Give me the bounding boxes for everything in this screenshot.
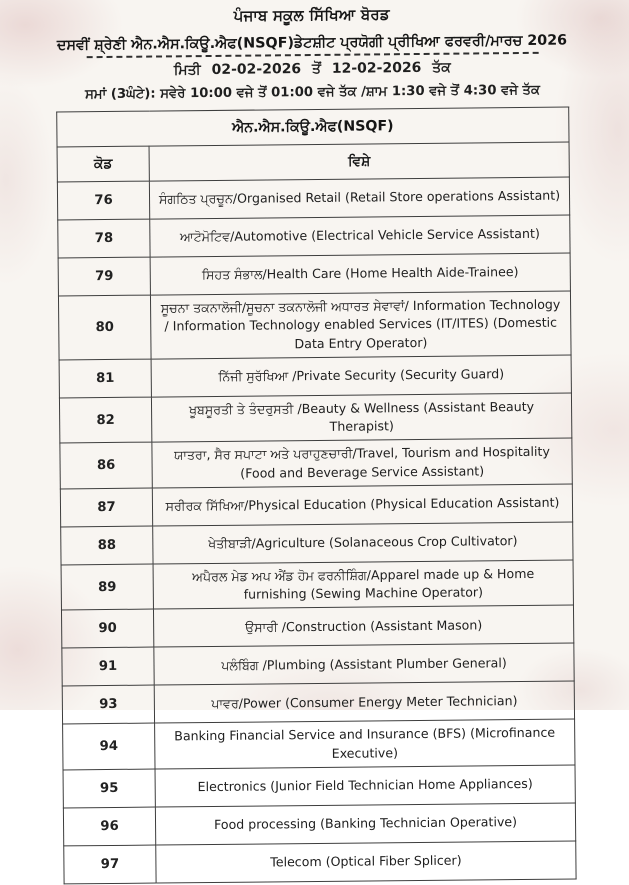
row-subject: ਯਾਤਰਾ, ਸੈਰ ਸਪਾਟਾ ਅਤੇ ਪਰਾਹੁਣਚਾਰੀ/Travel, Tourism and Hospitality (Food and Beverage Service Assistant) (152, 438, 572, 488)
row-subject: Banking Financial Service and Insurance (BFS) (Microfinance Executive) (155, 719, 575, 769)
table-title-row (57, 107, 569, 147)
row-code: 86 (60, 442, 152, 488)
row-subject: ਪਲੰਬਿੰਗ /Plumbing (Assistant Plumber General) (154, 643, 574, 685)
table-title: ਐਨ.ਐਸ.ਕਿਊ.ਐਫ(NSQF) (57, 107, 569, 147)
column-header-subject: ਵਿਸ਼ੇ (149, 142, 569, 181)
row-subject: ਨਿੱਜੀ ਸੁਰੱਖਿਆ /Private Security (Security Guard) (151, 355, 571, 397)
table-row (62, 681, 574, 724)
row-subject: ਸੂਚਨਾ ਤਕਨਾਲੋਜੀ/ਸੂਚਨਾ ਤਕਨਾਲੋਜੀ ਅਧਾਰਤ ਸੇਵਾਵਾਂ/ Information Technology / Information Technology enabled Services (IT/ITES) (Domestic Data Entry Operator) (150, 291, 571, 359)
row-subject: ਆਟੋਮੋਟਿਵ/Automotive (Electrical Vehicle Service Assistant) (150, 215, 570, 257)
row-subject: ਸੰਗਠਿਤ ਪ੍ਰਚੂਨ/Organised Retail (Retail Store operations Assistant) (149, 177, 569, 219)
exam-time-range: ਸਮਾਂ (3ਘੰਟੇ): ਸਵੇਰੇ 10:00 ਵਜੇ ਤੋਂ 01:00 ਵਜੇ ਤੱਕ /ਸ਼ਾਮ 1:30 ਵਜੇ ਤੋਂ 4:30 ਵਜੇ ਤੱਕ (85, 82, 541, 103)
table-row (62, 643, 574, 686)
row-code: 93 (62, 685, 154, 724)
row-code: 97 (64, 845, 156, 884)
table-row (57, 177, 569, 220)
row-code: 78 (58, 219, 150, 258)
row-code: 94 (63, 723, 155, 769)
row-code: 76 (57, 181, 149, 220)
table-row (59, 355, 571, 398)
row-subject: Food processing (Banking Technician Operative) (155, 803, 575, 845)
row-code: 80 (58, 295, 151, 360)
table-row (64, 841, 576, 884)
table-row (63, 803, 575, 846)
row-code: 81 (59, 359, 151, 398)
row-code: 95 (63, 769, 155, 808)
row-code: 91 (62, 647, 154, 686)
subject-table (56, 107, 576, 885)
row-subject: Electronics (Junior Field Technician Home Appliances) (155, 765, 575, 807)
row-subject: Telecom (Optical Fiber Splicer) (156, 841, 576, 883)
row-subject: ਪਾਵਰ/Power (Consumer Energy Meter Technician) (154, 681, 574, 723)
row-code: 88 (61, 526, 153, 565)
row-subject: ਅਪੈਰਲ ਮੇਡ ਅਪ ਐਂਡ ਹੋਮ ਫਰਨੀਸ਼ਿੰਗ/Apparel made up & Home furnishing (Sewing Machine Operator) (153, 560, 573, 610)
table-row (61, 605, 573, 648)
row-code: 90 (61, 609, 153, 648)
table-row (60, 484, 572, 527)
table-row (61, 560, 573, 610)
exam-title: ਦਸਵੀਂ ਸ਼੍ਰੇਣੀ ਐਨ.ਐਸ.ਕਿਊ.ਐਫ(NSQF)ਡੇਟਸ਼ੀਟ ਪ੍ਰਯੋਗੀ ਪ੍ਰੀਖਿਆ ਫਰਵਰੀ/ਮਾਰਚ 2026 (56, 32, 568, 54)
dashed-divider (86, 52, 538, 58)
row-code: 82 (59, 397, 151, 443)
row-subject: ਸਰੀਰਕ ਸਿੱਖਿਆ/Physical Education (Physical Education Assistant) (152, 484, 572, 526)
column-header-code: ਕੋਡ (57, 146, 149, 182)
table-row (63, 765, 575, 808)
row-code: 89 (61, 564, 153, 610)
row-subject: ਸਿਹਤ ਸੰਭਾਲ/Health Care (Home Health Aide-Trainee) (150, 253, 570, 295)
table-row (59, 393, 571, 443)
row-subject: ਉਸਾਰੀ /Construction (Assistant Mason) (153, 605, 573, 647)
board-title: ਪੰਜਾਬ ਸਕੂਲ ਸਿੱਖਿਆ ਬੋਰਡ (233, 5, 390, 25)
row-subject: ਖੂਬਸੂਰਤੀ ਤੇ ਤੰਦਰੁਸਤੀ /Beauty & Wellness (Assistant Beauty Therapist) (151, 393, 571, 443)
row-subject: ਖੇਤੀਬਾੜੀ/Agriculture (Solanaceous Crop Cultivator) (153, 522, 573, 564)
table-row (58, 253, 570, 296)
table-header-row (57, 142, 569, 182)
table-row (60, 438, 572, 488)
row-code: 96 (63, 807, 155, 846)
row-code: 79 (58, 257, 150, 296)
subject-table-body (57, 177, 576, 884)
row-code: 87 (60, 488, 152, 527)
table-row (61, 522, 573, 565)
table-row (58, 291, 571, 360)
table-row (58, 215, 570, 258)
exam-date-range: ਮਿਤੀ 02-02-2026 ਤੋਂ 12-02-2026 ਤੱਕ (173, 59, 451, 79)
table-row (63, 719, 575, 769)
